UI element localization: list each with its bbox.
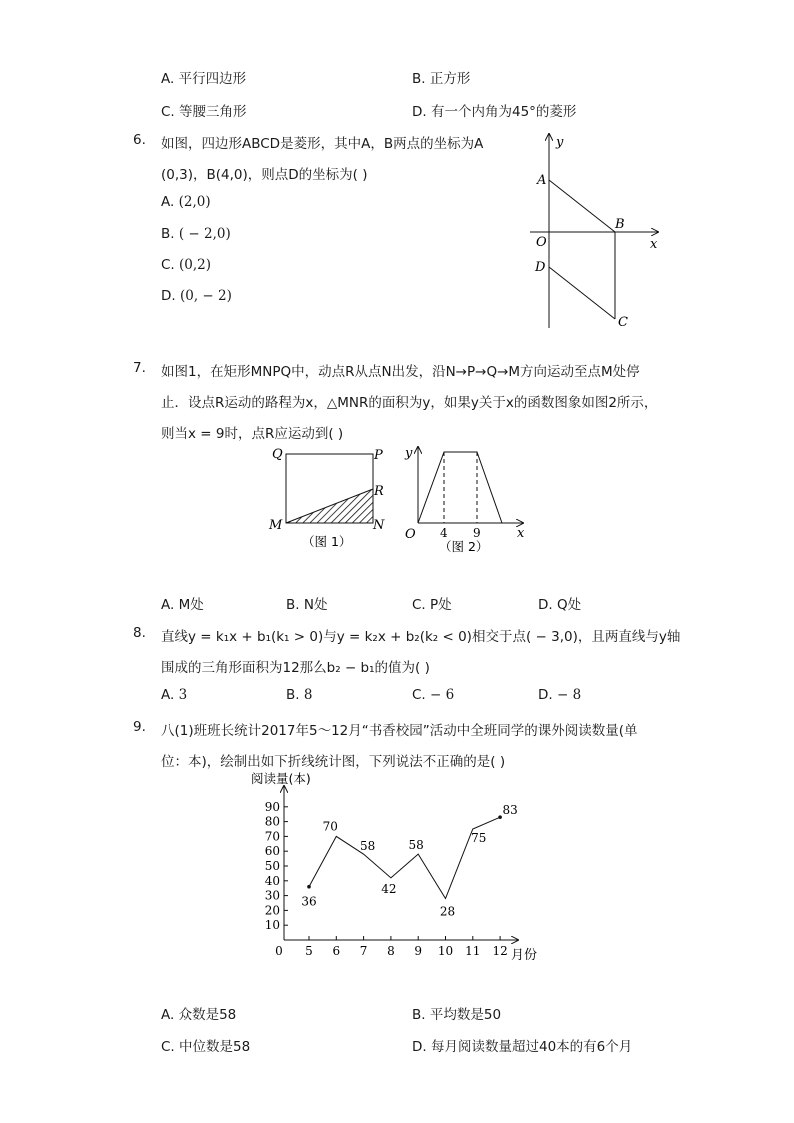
tick-9: 9 — [473, 526, 481, 540]
option-text: P处 — [430, 597, 452, 613]
option-letter: C. — [412, 597, 426, 613]
x-tick-label: 8 — [387, 944, 395, 958]
option-text: 众数是58 — [178, 1007, 237, 1023]
q6-number: 6. — [133, 132, 146, 148]
option-text: 正方形 — [429, 71, 471, 87]
option-letter: A. — [161, 71, 175, 87]
option-letter: D. — [412, 1039, 427, 1055]
option-text: − 8 — [552, 687, 582, 703]
option-text: 平行四边形 — [178, 71, 247, 87]
option-letter: B. — [161, 226, 175, 242]
option-letter: D. — [538, 687, 553, 703]
option-letter: A. — [161, 1007, 175, 1023]
y-tick-label: 70 — [264, 829, 280, 844]
option-text: M处 — [178, 597, 204, 613]
q8-option-a[interactable] — [161, 687, 187, 703]
data-label: 70 — [322, 819, 338, 834]
side-ab — [549, 180, 615, 232]
q6-rhombus-figure — [520, 128, 670, 333]
q7-option-d[interactable] — [538, 593, 581, 613]
q7-option-c[interactable] — [412, 593, 452, 613]
q7-text-line3: 则当x = 9时，点R应运动到( ) — [161, 426, 344, 442]
option-text: 中位数是58 — [179, 1039, 251, 1055]
option-text: (2,0) — [178, 194, 211, 210]
q7-figure-1-rectangle — [262, 443, 392, 555]
q8-option-b[interactable] — [286, 687, 312, 703]
q6-option-b[interactable] — [161, 226, 231, 242]
y-tick-label: 40 — [264, 873, 280, 888]
option-letter: C. — [412, 687, 426, 703]
option-text: 每月阅读数量超过40本的有6个月 — [430, 1039, 633, 1055]
label-p: P — [374, 448, 383, 463]
option-text: ( − 2,0) — [178, 226, 231, 242]
option-text: (0,2) — [179, 257, 212, 273]
q8-number: 8. — [133, 625, 146, 641]
y-tick-label: 10 — [264, 918, 280, 933]
option-text: N处 — [303, 597, 328, 613]
y-tick-label: 60 — [264, 844, 280, 859]
q9-text-line2: 位：本)，绘制出如下折线统计图，下列说法不正确的是( ) — [161, 754, 506, 770]
data-label: 83 — [502, 803, 518, 818]
label-x: x — [650, 237, 658, 252]
data-label: 28 — [439, 904, 456, 919]
label-n: N — [373, 518, 385, 533]
y-tick-label: 50 — [264, 859, 280, 873]
x-tick-label: 11 — [465, 944, 481, 958]
q8-option-d[interactable] — [538, 687, 581, 703]
data-label: 58 — [359, 839, 376, 854]
option-letter: D. — [161, 288, 176, 304]
triangle-mnr — [286, 489, 373, 523]
data-label: 58 — [408, 838, 424, 853]
label-a: A — [537, 173, 547, 188]
q7-option-a[interactable] — [161, 593, 204, 613]
option-letter: C. — [161, 257, 175, 273]
y-tick-label: 20 — [264, 903, 280, 918]
option-letter: D. — [412, 104, 427, 120]
q9-option-b[interactable] — [412, 1003, 501, 1023]
q9-option-a[interactable] — [161, 1003, 236, 1023]
label-o: O — [536, 235, 547, 250]
x-tick-label: 12 — [492, 944, 508, 958]
q6-text-line1: 如图，四边形ABCD是菱形，其中A，B两点的坐标为A — [161, 136, 484, 152]
q5-option-d[interactable] — [412, 100, 576, 120]
q5-option-c[interactable] — [161, 100, 247, 120]
option-letter: C. — [161, 1039, 175, 1055]
chart-x-label: 月份 — [511, 948, 538, 963]
option-letter: C. — [161, 104, 175, 120]
x-tick-label: 6 — [332, 944, 341, 958]
side-dc — [549, 267, 615, 319]
label-m: M — [269, 518, 283, 533]
function-graph — [418, 452, 502, 523]
data-label: 42 — [381, 881, 397, 896]
x-tick-label: 5 — [305, 944, 313, 958]
option-letter: B. — [412, 71, 426, 87]
x-tick-label: 0 — [275, 944, 283, 958]
option-letter: D. — [538, 597, 553, 613]
q6-option-d[interactable] — [161, 288, 232, 304]
option-letter: A. — [161, 597, 175, 613]
q9-number: 9. — [133, 719, 146, 735]
data-label: 75 — [471, 831, 487, 845]
option-letter: B. — [286, 687, 300, 703]
q9-option-c[interactable] — [161, 1035, 250, 1055]
data-point — [498, 815, 502, 819]
x-tick-label: 9 — [414, 944, 423, 958]
label-b: B — [615, 217, 625, 232]
option-text: (0, − 2) — [179, 288, 232, 304]
option-letter: A. — [161, 194, 175, 210]
q7-number: 7. — [133, 360, 146, 376]
q7-text-line1: 如图1，在矩形MNPQ中，动点R从点N出发，沿N→P→Q→M方向运动至点M处停 — [161, 364, 640, 380]
option-text: 有一个内角为45°的菱形 — [430, 104, 577, 120]
label-y: y — [405, 446, 413, 461]
reading-line-chart — [245, 768, 550, 968]
option-text: Q处 — [556, 597, 582, 613]
y-tick-label: 90 — [264, 799, 280, 814]
q8-option-c[interactable] — [412, 687, 454, 703]
chart-y-label: 阅读量(本) — [251, 771, 311, 786]
label-r: R — [374, 484, 384, 499]
q5-option-a[interactable] — [161, 67, 246, 87]
data-point — [307, 885, 311, 889]
x-tick-label: 7 — [359, 944, 368, 958]
label-x: x — [517, 526, 525, 541]
q7-text-line2: 止．设点R运动的路程为x，△MNR的面积为y，如果y关于x的函数图象如图2所示， — [161, 395, 658, 411]
q6-option-a[interactable] — [161, 194, 211, 210]
option-letter: B. — [412, 1007, 426, 1023]
tick-4: 4 — [440, 526, 448, 540]
q6-option-c[interactable] — [161, 257, 211, 273]
q9-text-line1: 八(1)班班长统计2017年5～12月“书香校园”活动中全班同学的课外阅读数量(单 — [161, 723, 638, 739]
q7-figure-2-graph — [397, 443, 532, 555]
option-text: 等腰三角形 — [179, 104, 247, 120]
label-c: C — [618, 315, 628, 330]
label-y: y — [556, 135, 564, 150]
label-q: Q — [272, 447, 283, 462]
q7-option-b[interactable] — [286, 593, 327, 613]
option-text: 平均数是50 — [429, 1007, 502, 1023]
figure-1-caption: （图 1） — [302, 534, 352, 549]
q9-option-d[interactable] — [412, 1035, 632, 1055]
y-tick-label: 80 — [264, 814, 280, 829]
q8-text-line2: 围成的三角形面积为12那么b₂ − b₁的值为( ) — [161, 660, 430, 676]
x-tick-label: 10 — [437, 944, 454, 958]
q5-option-b[interactable] — [412, 67, 470, 87]
label-o: O — [405, 527, 416, 542]
option-text: − 6 — [425, 687, 455, 703]
option-letter: A. — [161, 687, 175, 703]
q6-text-line2: (0,3)，B(4,0)，则点D的坐标为( ) — [161, 167, 368, 183]
y-tick-label: 30 — [264, 888, 280, 903]
data-label: 36 — [301, 894, 317, 909]
option-text: 3 — [178, 687, 188, 703]
q8-text-line1: 直线y = k₁x + b₁(k₁ > 0)与y = k₂x + b₂(k₂ < 0)相交于点( − 3,0)，且两直线与y轴 — [161, 629, 681, 645]
label-d: D — [535, 260, 546, 275]
figure-2-caption: （图 2） — [439, 539, 489, 554]
option-letter: B. — [286, 597, 300, 613]
option-text: 8 — [303, 687, 313, 703]
